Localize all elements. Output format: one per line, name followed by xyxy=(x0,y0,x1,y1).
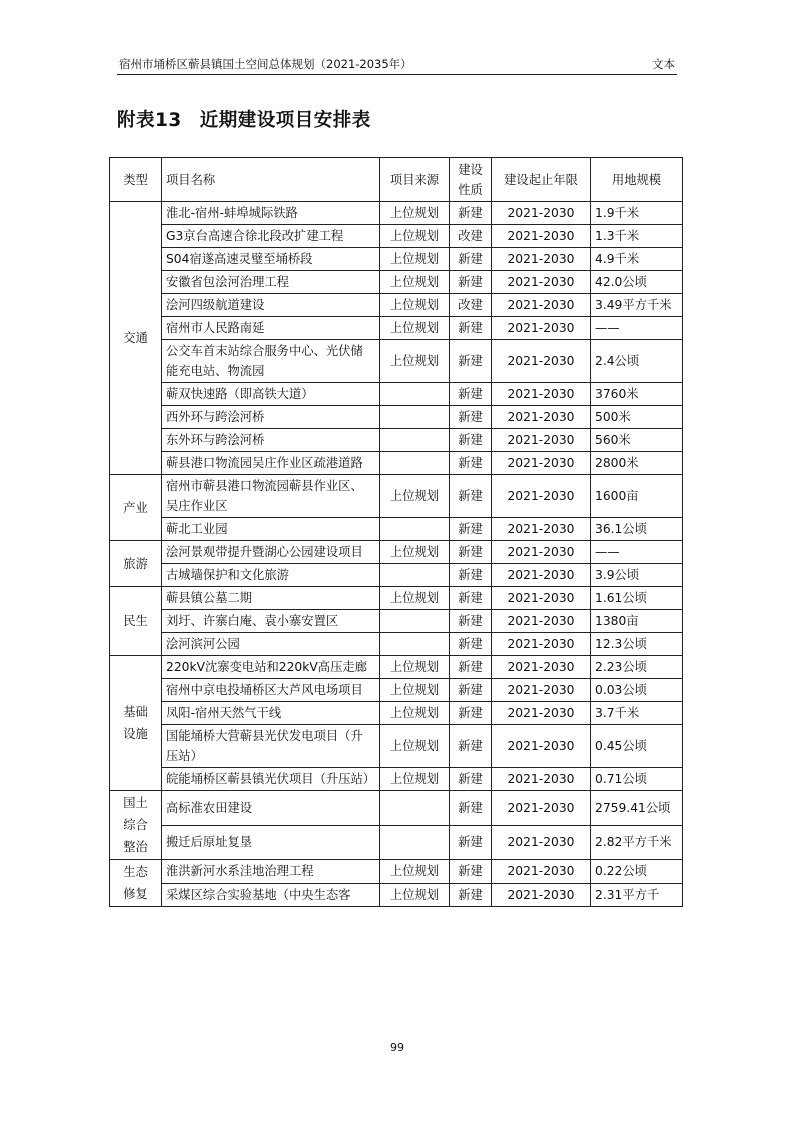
project-name-cell: 搬迁后原址复垦 xyxy=(162,825,380,860)
table-row xyxy=(110,679,683,702)
table-name: 近期建设项目安排表 xyxy=(199,110,371,131)
project-type-label: 旅游 xyxy=(123,556,148,571)
project-name-cell: 国能埇桥大营蕲县光伏发电项目（升压站） xyxy=(162,725,380,768)
project-size-cell: 0.45公顷 xyxy=(591,725,683,768)
project-years-cell: 2021-2030 xyxy=(492,248,591,271)
project-nature-cell: 新建 xyxy=(450,317,492,340)
project-name-cell: 高标准农田建设 xyxy=(162,791,380,826)
table-row xyxy=(110,860,683,884)
project-name-cell: 凤阳-宿州天然气干线 xyxy=(162,702,380,725)
table-row xyxy=(110,518,683,541)
project-type-cell xyxy=(110,587,162,656)
project-nature-cell: 新建 xyxy=(450,610,492,633)
project-nature-cell: 新建 xyxy=(450,679,492,702)
project-name-cell: 蕲北工业园 xyxy=(162,518,380,541)
project-size-cell: 1.61公顷 xyxy=(591,587,683,610)
col-header-source: 项目来源 xyxy=(380,158,450,202)
project-source-cell xyxy=(380,452,450,475)
project-years-cell: 2021-2030 xyxy=(492,202,591,225)
project-years-cell: 2021-2030 xyxy=(492,340,591,383)
project-source-cell: 上位规划 xyxy=(380,317,450,340)
project-years-cell: 2021-2030 xyxy=(492,633,591,656)
table-row xyxy=(110,564,683,587)
table-row xyxy=(110,610,683,633)
project-years-cell: 2021-2030 xyxy=(492,518,591,541)
col-header-years: 建设起止年限 xyxy=(492,158,591,202)
project-source-cell xyxy=(380,610,450,633)
project-nature-cell: 新建 xyxy=(450,633,492,656)
project-nature-cell: 新建 xyxy=(450,518,492,541)
table-row xyxy=(110,429,683,452)
project-years-cell: 2021-2030 xyxy=(492,294,591,317)
table-header-row xyxy=(110,158,683,202)
project-size-cell: 1380亩 xyxy=(591,610,683,633)
project-name-cell: 公交车首末站综合服务中心、光伏储能充电站、物流园 xyxy=(162,340,380,383)
project-type-label: 民生 xyxy=(123,614,148,628)
project-type-cell xyxy=(110,541,162,587)
project-years-cell: 2021-2030 xyxy=(492,656,591,679)
project-years-cell: 2021-2030 xyxy=(492,429,591,452)
project-source-cell: 上位规划 xyxy=(380,768,450,791)
page-header xyxy=(117,56,677,75)
table-row xyxy=(110,825,683,860)
table-row xyxy=(110,452,683,475)
project-years-cell: 2021-2030 xyxy=(492,541,591,564)
project-nature-cell: 新建 xyxy=(450,702,492,725)
project-nature-cell: 新建 xyxy=(450,475,492,518)
project-source-cell: 上位规划 xyxy=(380,656,450,679)
project-name-cell: 淮洪新河水系洼地治理工程 xyxy=(162,860,380,884)
project-years-cell: 2021-2030 xyxy=(492,406,591,429)
project-source-cell: 上位规划 xyxy=(380,587,450,610)
project-source-cell xyxy=(380,633,450,656)
table-row xyxy=(110,587,683,610)
project-nature-cell: 新建 xyxy=(450,406,492,429)
project-source-cell: 上位规划 xyxy=(380,271,450,294)
project-source-cell xyxy=(380,564,450,587)
project-nature-cell: 新建 xyxy=(450,725,492,768)
project-source-cell: 上位规划 xyxy=(380,475,450,518)
project-nature-cell: 新建 xyxy=(450,202,492,225)
project-source-cell: 上位规划 xyxy=(380,702,450,725)
project-nature-cell: 新建 xyxy=(450,825,492,860)
project-name-cell: 220kV沈寨变电站和220kV高压走廊 xyxy=(162,656,380,679)
project-source-cell: 上位规划 xyxy=(380,541,450,564)
project-name-cell: 宿州中京电投埇桥区大芦风电场项目 xyxy=(162,679,380,702)
table-row xyxy=(110,768,683,791)
project-years-cell: 2021-2030 xyxy=(492,225,591,248)
header-section-label: 文本 xyxy=(652,57,675,71)
table-row xyxy=(110,541,683,564)
project-size-cell: 2.82平方千米 xyxy=(591,825,683,860)
project-name-cell: 皖能埇桥区蕲县镇光伏项目（升压站） xyxy=(162,768,380,791)
project-source-cell: 上位规划 xyxy=(380,225,450,248)
project-name-cell: 浍河四级航道建设 xyxy=(162,294,380,317)
project-size-cell: 3.9公顷 xyxy=(591,564,683,587)
table-row xyxy=(110,725,683,768)
table-row xyxy=(110,791,683,826)
project-years-cell: 2021-2030 xyxy=(492,317,591,340)
project-type-cell xyxy=(110,656,162,791)
project-type-label: 国土综合整治 xyxy=(123,796,148,854)
project-size-cell: 2.4公顷 xyxy=(591,340,683,383)
project-source-cell: 上位规划 xyxy=(380,860,450,884)
project-type-label: 产业 xyxy=(123,500,148,515)
project-type-label: 交通 xyxy=(123,331,148,345)
project-name-cell: 宿州市蕲县港口物流园蕲县作业区、吴庄作业区 xyxy=(162,475,380,518)
project-nature-cell: 新建 xyxy=(450,768,492,791)
project-name-cell: 宿州市人民路南延 xyxy=(162,317,380,340)
project-name-cell: 浍河滨河公园 xyxy=(162,633,380,656)
project-size-cell: 560米 xyxy=(591,429,683,452)
project-size-cell: 1600亩 xyxy=(591,475,683,518)
table-body xyxy=(110,202,683,907)
project-nature-cell: 新建 xyxy=(450,587,492,610)
project-source-cell xyxy=(380,429,450,452)
project-name-cell: 浍河景观带提升暨湖心公园建设项目 xyxy=(162,541,380,564)
table-number: 附表13 xyxy=(117,110,182,131)
project-size-cell: 2800米 xyxy=(591,452,683,475)
project-type-cell xyxy=(110,791,162,860)
project-type-cell xyxy=(110,202,162,475)
table-row xyxy=(110,294,683,317)
project-years-cell: 2021-2030 xyxy=(492,702,591,725)
project-name-cell: 采煤区综合实验基地（中央生态客 xyxy=(162,883,380,907)
project-size-cell: 2.31平方千 xyxy=(591,883,683,907)
project-source-cell: 上位规划 xyxy=(380,883,450,907)
project-size-cell: 3.7千米 xyxy=(591,702,683,725)
project-name-cell: 刘圩、许寨白庵、袁小寨安置区 xyxy=(162,610,380,633)
table-row xyxy=(110,271,683,294)
table-title xyxy=(117,106,371,132)
project-nature-cell: 新建 xyxy=(450,656,492,679)
table-row xyxy=(110,225,683,248)
project-name-cell: 古城墙保护和文化旅游 xyxy=(162,564,380,587)
project-size-cell: 1.9千米 xyxy=(591,202,683,225)
project-nature-cell: 新建 xyxy=(450,383,492,406)
col-header-type: 类型 xyxy=(110,158,162,202)
project-name-cell: 蕲双快速路（即高铁大道） xyxy=(162,383,380,406)
project-name-cell: 蕲县港口物流园吴庄作业区疏港道路 xyxy=(162,452,380,475)
table-row xyxy=(110,633,683,656)
project-source-cell: 上位规划 xyxy=(380,340,450,383)
project-years-cell: 2021-2030 xyxy=(492,587,591,610)
project-type-cell xyxy=(110,860,162,907)
page-number: 99 xyxy=(390,1041,404,1054)
project-size-cell: —— xyxy=(591,541,683,564)
project-years-cell: 2021-2030 xyxy=(492,825,591,860)
table-row xyxy=(110,248,683,271)
project-nature-cell: 新建 xyxy=(450,340,492,383)
project-years-cell: 2021-2030 xyxy=(492,271,591,294)
project-nature-cell: 新建 xyxy=(450,452,492,475)
project-size-cell: 1.3千米 xyxy=(591,225,683,248)
project-nature-cell: 新建 xyxy=(450,429,492,452)
project-size-cell: 2.23公顷 xyxy=(591,656,683,679)
project-years-cell: 2021-2030 xyxy=(492,475,591,518)
project-table xyxy=(109,157,683,907)
project-years-cell: 2021-2030 xyxy=(492,610,591,633)
project-years-cell: 2021-2030 xyxy=(492,383,591,406)
project-size-cell: 3760米 xyxy=(591,383,683,406)
project-source-cell: 上位规划 xyxy=(380,725,450,768)
project-years-cell: 2021-2030 xyxy=(492,564,591,587)
table-row xyxy=(110,656,683,679)
project-years-cell: 2021-2030 xyxy=(492,860,591,884)
project-name-cell: 安徽省包浍河治理工程 xyxy=(162,271,380,294)
project-years-cell: 2021-2030 xyxy=(492,791,591,826)
project-nature-cell: 新建 xyxy=(450,791,492,826)
project-nature-cell: 新建 xyxy=(450,248,492,271)
table-row xyxy=(110,383,683,406)
project-years-cell: 2021-2030 xyxy=(492,452,591,475)
project-source-cell xyxy=(380,518,450,541)
project-nature-cell: 改建 xyxy=(450,225,492,248)
project-nature-cell: 新建 xyxy=(450,271,492,294)
col-header-nature: 建设性质 xyxy=(450,158,492,202)
project-years-cell: 2021-2030 xyxy=(492,725,591,768)
project-size-cell: 500米 xyxy=(591,406,683,429)
col-header-size: 用地规模 xyxy=(591,158,683,202)
project-nature-cell: 新建 xyxy=(450,564,492,587)
project-name-cell: G3京台高速合徐北段改扩建工程 xyxy=(162,225,380,248)
project-source-cell xyxy=(380,825,450,860)
project-size-cell: 42.0公顷 xyxy=(591,271,683,294)
project-size-cell: 2759.41公顷 xyxy=(591,791,683,826)
project-size-cell: 0.71公顷 xyxy=(591,768,683,791)
project-source-cell xyxy=(380,406,450,429)
project-nature-cell: 新建 xyxy=(450,883,492,907)
project-size-cell: —— xyxy=(591,317,683,340)
project-name-cell: 蕲县镇公墓二期 xyxy=(162,587,380,610)
project-source-cell xyxy=(380,791,450,826)
table-row xyxy=(110,317,683,340)
table-row xyxy=(110,340,683,383)
project-type-label: 生态修复 xyxy=(123,865,148,901)
project-type-cell xyxy=(110,475,162,541)
project-size-cell: 3.49平方千米 xyxy=(591,294,683,317)
table-row xyxy=(110,702,683,725)
table-row xyxy=(110,202,683,225)
project-name-cell: S04宿遂高速灵璧至埇桥段 xyxy=(162,248,380,271)
project-years-cell: 2021-2030 xyxy=(492,768,591,791)
col-header-name: 项目名称 xyxy=(162,158,380,202)
project-source-cell: 上位规划 xyxy=(380,294,450,317)
project-nature-cell: 改建 xyxy=(450,294,492,317)
table-row xyxy=(110,475,683,518)
project-years-cell: 2021-2030 xyxy=(492,883,591,907)
project-source-cell: 上位规划 xyxy=(380,248,450,271)
project-size-cell: 0.03公顷 xyxy=(591,679,683,702)
project-size-cell: 36.1公顷 xyxy=(591,518,683,541)
table-row xyxy=(110,883,683,907)
project-name-cell: 西外环与跨浍河桥 xyxy=(162,406,380,429)
project-source-cell: 上位规划 xyxy=(380,679,450,702)
project-nature-cell: 新建 xyxy=(450,541,492,564)
project-source-cell: 上位规划 xyxy=(380,202,450,225)
project-size-cell: 4.9千米 xyxy=(591,248,683,271)
project-nature-cell: 新建 xyxy=(450,860,492,884)
project-size-cell: 0.22公顷 xyxy=(591,860,683,884)
header-document-title: 宿州市埇桥区蕲县镇国土空间总体规划（2021-2035年） xyxy=(119,57,412,71)
project-name-cell: 淮北-宿州-蚌埠城际铁路 xyxy=(162,202,380,225)
project-name-cell: 东外环与跨浍河桥 xyxy=(162,429,380,452)
table-row xyxy=(110,406,683,429)
project-size-cell: 12.3公顷 xyxy=(591,633,683,656)
project-type-label: 基础设施 xyxy=(123,705,148,741)
project-years-cell: 2021-2030 xyxy=(492,679,591,702)
project-source-cell xyxy=(380,383,450,406)
